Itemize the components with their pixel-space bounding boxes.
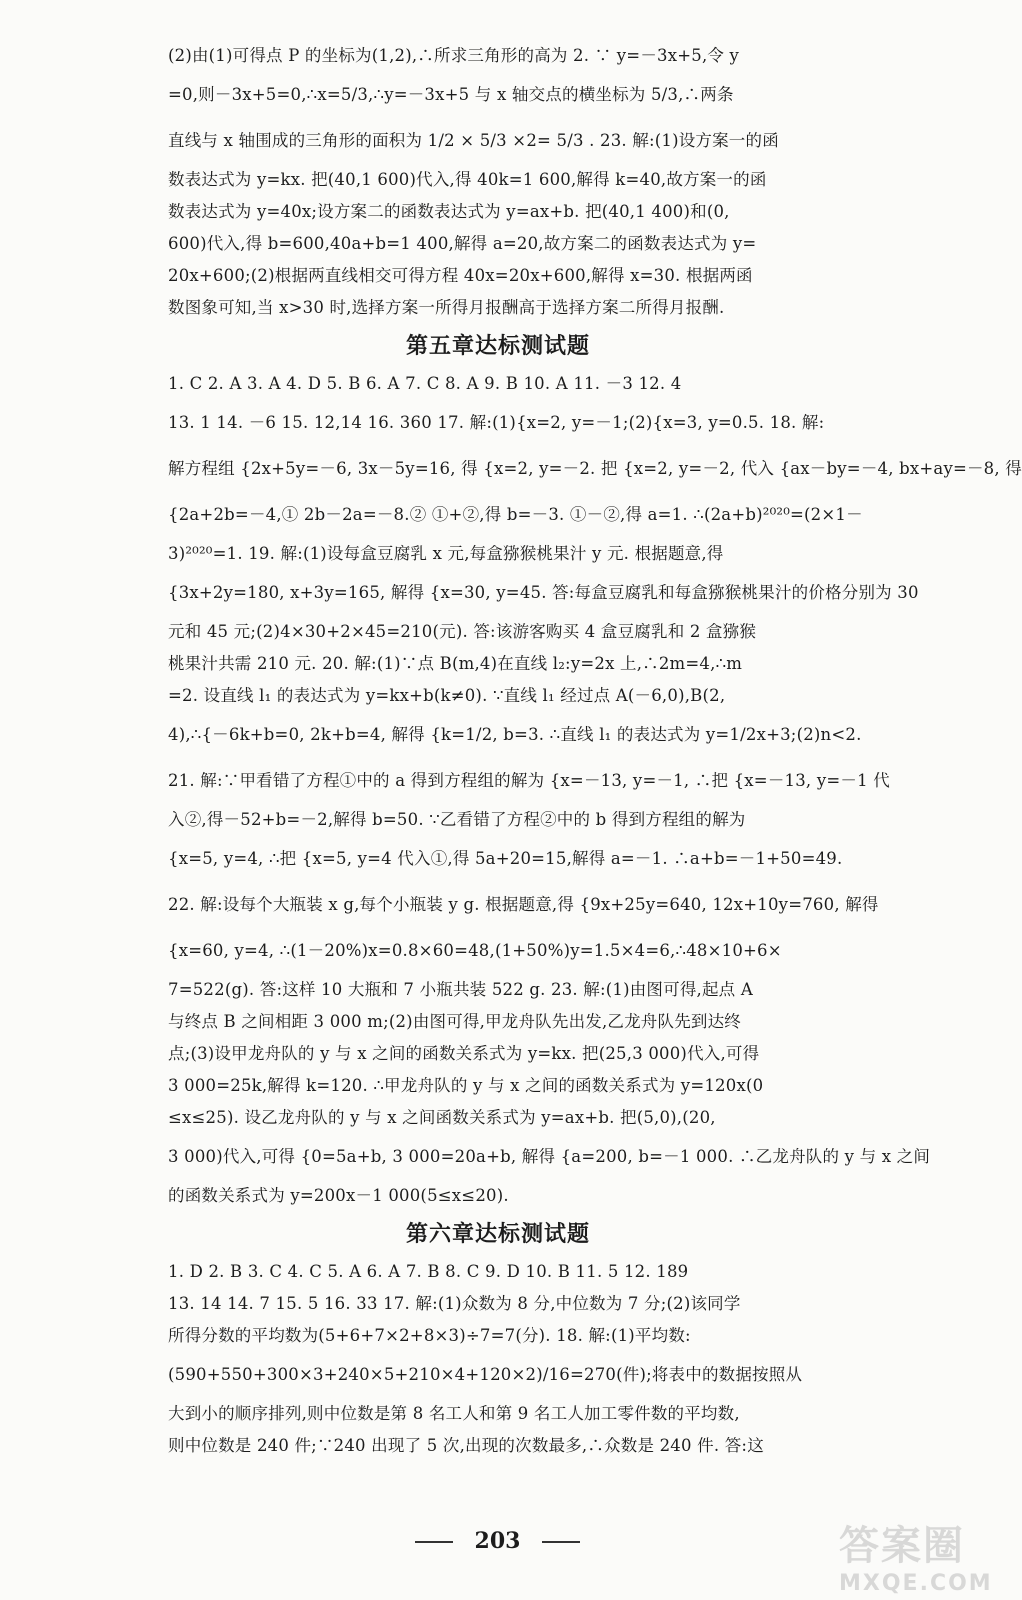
text-line: 解方程组 {2x+5y=－6, 3x－5y=16, 得 {x=2, y=－2. 把 {x=2, y=－2, 代入 {ax－by=－4, bx+ay=－8, 得 xyxy=(168,459,1022,478)
text-line: {x=60, y=4, ∴(1－20%)x=0.8×60=48,(1+50%)y=1.5×4=6,∴48×10+6× xyxy=(168,941,782,960)
page-number-text: 203 xyxy=(474,1528,521,1554)
text-line: 点;(3)设甲龙舟队的 y 与 x 之间的函数关系式为 y=kx. 把(25,3 000)代入,可得 xyxy=(168,1044,760,1063)
top-section xyxy=(168,40,828,324)
watermark-top-text: 答案圈 xyxy=(839,1523,965,1569)
watermark-logo xyxy=(839,1514,993,1596)
text-line: 入②,得－52+b=－2,解得 b=50. ∵乙看错了方程②中的 b 得到方程组的解为 xyxy=(168,810,746,829)
text-line: 3 000=25k,解得 k=120. ∴甲龙舟队的 y 与 x 之间的函数关系式为 y=120x(0 xyxy=(168,1076,764,1095)
text-line: 大到小的顺序排列,则中位数是第 8 名工人和第 9 名工人加工零件数的平均数, xyxy=(168,1404,740,1423)
chapter5-heading: 第五章达标测试题 xyxy=(405,333,590,359)
text-line: 则中位数是 240 件;∵240 出现了 5 次,出现的次数最多,∴众数是 240 件. 答:这 xyxy=(168,1436,764,1455)
dash-left xyxy=(415,1541,453,1543)
text-line: 21. 解:∵甲看错了方程①中的 a 得到方程组的解为 {x=－13, y=－1, ∴把 {x=－13, y=－1 代 xyxy=(168,771,890,790)
text-line: 7=522(g). 答:这样 10 大瓶和 7 小瓶共装 522 g. 23. 解:(1)由图可得,起点 A xyxy=(168,980,753,999)
text-line: 数表达式为 y=40x;设方案二的函数表达式为 y=ax+b. 把(40,1 400)和(0, xyxy=(168,202,730,221)
text-line: (590+550+300×3+240×5+210×4+120×2)/16=270(件);将表中的数据按照从 xyxy=(168,1365,803,1384)
text-line: 22. 解:设每个大瓶装 x g,每个小瓶装 y g. 根据题意,得 {9x+25y=640, 12x+10y=760, 解得 xyxy=(168,895,879,914)
text-line: 桃果汁共需 210 元. 20. 解:(1)∵点 B(m,4)在直线 l₂:y=2x 上,∴2m=4,∴m xyxy=(168,654,743,673)
text-line: 600)代入,得 b=600,40a+b=1 400,解得 a=20,故方案二的函数表达式为 y= xyxy=(168,234,757,253)
chapter6-section xyxy=(168,1256,828,1462)
text-line: 与终点 B 之间相距 3 000 m;(2)由图可得,甲龙舟队先出发,乙龙舟队先到达终 xyxy=(168,1012,742,1031)
watermark-bottom-text: MXQE.COM xyxy=(839,1571,993,1596)
text-line: 3 000)代入,可得 {0=5a+b, 3 000=20a+b, 解得 {a=200, b=－1 000. ∴乙龙舟队的 y 与 x 之间 xyxy=(168,1147,931,1166)
text-line: =2. 设直线 l₁ 的表达式为 y=kx+b(k≠0). ∵直线 l₁ 经过点 A(－6,0),B(2, xyxy=(168,686,726,705)
text-line: 4),∴{－6k+b=0, 2k+b=4, 解得 {k=1/2, b=3. ∴直线 l₁ 的表达式为 y=1/2x+3;(2)n<2. xyxy=(168,725,862,744)
chapter5-section xyxy=(168,368,1022,1212)
text-line: 13. 1 14. －6 15. 12,14 16. 360 17. 解:(1){x=2, y=－1;(2){x=3, y=0.5. 18. 解: xyxy=(168,413,825,432)
dash-right xyxy=(542,1541,580,1543)
text-line: ≤x≤25). 设乙龙舟队的 y 与 x 之间函数关系式为 y=ax+b. 把(5,0),(20, xyxy=(168,1108,716,1127)
text-line: 数表达式为 y=kx. 把(40,1 600)代入,得 40k=1 600,解得 k=40,故方案一的函 xyxy=(168,170,767,189)
answer-page xyxy=(168,40,1022,1462)
text-line: {2a+2b=－4,① 2b－2a=－8.② ①+②,得 b=－3. ①－②,得 a=1. ∴(2a+b)²⁰²⁰=(2×1－ xyxy=(168,505,863,524)
text-line: 1. D 2. B 3. C 4. C 5. A 6. A 7. B 8. C 9. D 10. B 11. 5 12. 189 xyxy=(168,1262,689,1281)
text-line: 13. 14 14. 7 15. 5 16. 33 17. 解:(1)众数为 8 分,中位数为 7 分;(2)该同学 xyxy=(168,1294,741,1313)
text-line: 20x+600;(2)根据两直线相交可得方程 40x=20x+600,解得 x=30. 根据两函 xyxy=(168,266,753,285)
chapter6-heading: 第六章达标测试题 xyxy=(405,1221,590,1247)
text-line: 的函数关系式为 y=200x－1 000(5≤x≤20). xyxy=(168,1186,509,1205)
text-line: =0,则－3x+5=0,∴x=5/3,∴y=－3x+5 与 x 轴交点的横坐标为 5/3,∴两条 xyxy=(168,85,734,104)
text-line: {3x+2y=180, x+3y=165, 解得 {x=30, y=45. 答:每盒豆腐乳和每盒猕猴桃果汁的价格分别为 30 xyxy=(168,583,919,602)
text-line: {x=5, y=4, ∴把 {x=5, y=4 代入①,得 5a+20=15,解得 a=－1. ∴a+b=－1+50=49. xyxy=(168,849,843,868)
text-line: 1. C 2. A 3. A 4. D 5. B 6. A 7. C 8. A 9. B 10. A 11. －3 12. 4 xyxy=(168,374,682,393)
text-line: 3)²⁰²⁰=1. 19. 解:(1)设每盒豆腐乳 x 元,每盒猕猴桃果汁 y 元. 根据题意,得 xyxy=(168,544,724,563)
text-line: 直线与 x 轴围成的三角形的面积为 1/2 × 5/3 ×2= 5/3 . 23. 解:(1)设方案一的函 xyxy=(168,131,779,150)
text-line: 所得分数的平均数为(5+6+7×2+8×3)÷7=7(分). 18. 解:(1)平均数: xyxy=(168,1326,691,1345)
text-line: 数图象可知,当 x>30 时,选择方案一所得月报酬高于选择方案二所得月报酬. xyxy=(168,298,725,317)
text-line: (2)由(1)可得点 P 的坐标为(1,2),∴所求三角形的高为 2. ∵ y=－3x+5,令 y xyxy=(168,46,740,65)
text-line: 元和 45 元;(2)4×30+2×45=210(元). 答:该游客购买 4 盒豆腐乳和 2 盒猕猴 xyxy=(168,622,757,641)
